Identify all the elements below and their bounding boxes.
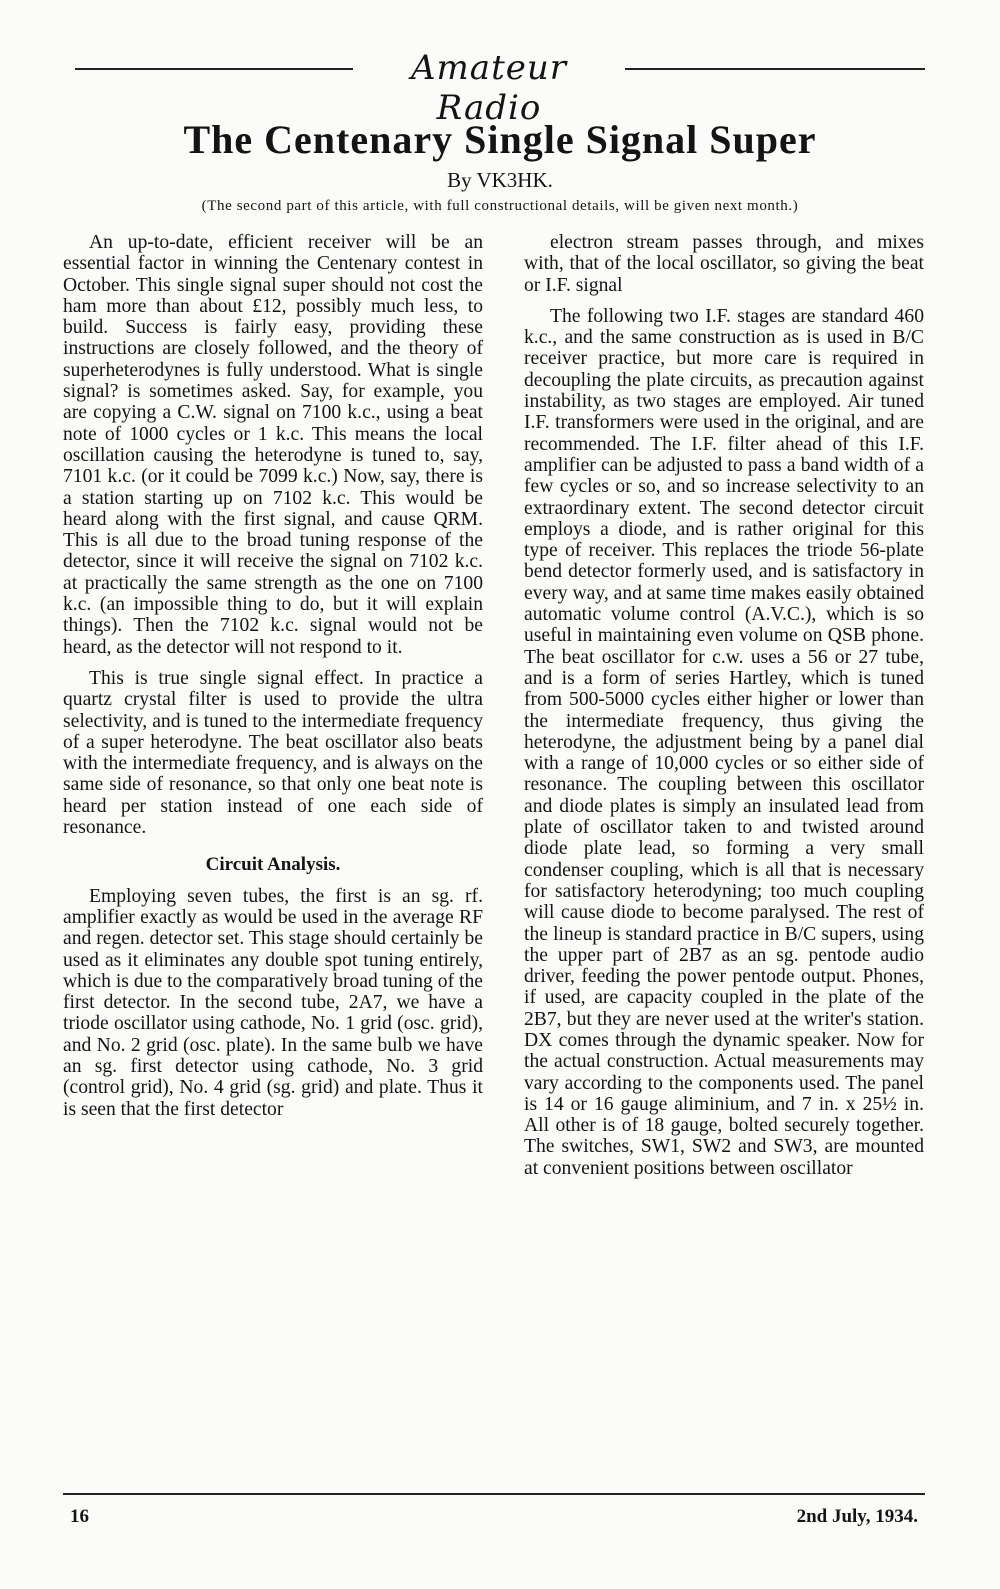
paragraph: Employing seven tubes, the first is an sg. rf. amplifier exactly as would be used in the average RF and regen. detector set. This stage should certainly be used as it eliminates any double spot tuning entirely, which is due to the comparatively broad tuning of the first detector. In the second tube, 2A7, we have a triode oscillator using cathode, No. 1 grid (osc. grid), and No. 2 grid (osc. plate). In the same bulb we have an sg. first detector using cathode, No. 3 grid (control grid), No. 4 grid (sg. grid) and plate. Thus it is seen that the first detector	[63, 885, 483, 1120]
paragraph: electron stream passes through, and mixes with, that of the local oscillator, so giving the beat or I.F. signal	[524, 232, 924, 296]
masthead-rule-left	[75, 68, 353, 70]
section-heading: Circuit Analysis.	[205, 854, 341, 876]
paragraph: An up-to-date, efficient receiver will be an essential factor in winning the Centenary contest in October. This single signal super should not cost the ham more than about £12, possibly much less, to build. Success is fairly easy, providing these instructions are closely followed, and the theory of superheterodynes is fully understood. What is single signal? is sometimes asked. Say, for example, you are copying a C.W. signal on 7100 k.c., using a beat note of 1000 cycles or 1 k.c. This means the local oscillation causing the heterodyne is tuned to, say, 7101 k.c. (or it could be 7099 k.c.) Now, say, there is a station starting up on 7102 k.c. This would be heard along with the first signal, and cause QRM. This is all due to the broad tuning response of the detector, since it will receive the signal on 7102 k.c. at practically the same strength as the one on 7100 k.c. (an impossible thing to do, but it will explain things). Then the 7102 k.c. signal would not be heard, as the detector will not respond to it.	[63, 232, 483, 658]
paragraph: The following two I.F. stages are standard 460 k.c., and the same construction as is used in B/C receiver practice, but more care is required in decoupling the plate circuits, as precaution against instability, as two stages are employed. Air tuned I.F. transformers were used in the original, and are recommended. The I.F. filter ahead of this I.F. amplifier can be adjusted to pass a band width of a few cycles or so, and so increase selectivity to an extraordinary extent. The second detector circuit employs a diode, and is rather original for this type of receiver. This replaces the triode 56-plate bend detector formerly used, and is satisfactory in every way, and at same time makes easily obtained automatic volume control (A.V.C.), which is so useful in maintaining even volume on QSB phone. The beat oscillator for c.w. uses a 56 or 27 tube, and is a form of series Hartley, which is tuned from 500-5000 cycles either higher or lower than the intermediate frequency, thus giving the heterodyne, the adjustment being by a panel dial with a range of 10,000 cycles or so either side of resonance. The coupling between this oscillator and diode plates is simply an insulated lead from plate of oscillator taken to and twisted around diode plate lead, so forming a very small condenser coupling, which is all that is necessary for satisfactory heterodyning; too much coupling will cause diode to become paralysed. The rest of the lineup is standard practice in B/C supers, using the upper part of 2B7 as an sg. pentode audio driver, feeding the power pentode output. Phones, if used, are capacity coupled in the plate of the 2B7, but they are never used at the writer's station. DX comes through the dynamic speaker. Now for the actual construction. Actual measurements may vary according to the components used. The panel is 14 or 16 gauge aliminium, and 7 in. x 25½ in. All other is of 18 gauge, bolted securely together. The switches, SW1, SW2 and SW3, are mounted at convenient positions between oscillator	[524, 305, 924, 1179]
footer-rule	[63, 1493, 925, 1495]
masthead	[75, 48, 925, 128]
article-note: (The second part of this article, with full constructional details, will be given next month.)	[201, 198, 799, 214]
left-column	[63, 232, 483, 1130]
issue-date: 2nd July, 1934.	[796, 1506, 918, 1527]
page-number: 16	[70, 1506, 89, 1527]
masthead-logo: Amateur Radio	[411, 48, 567, 128]
article-title: The Centenary Single Signal Super	[183, 117, 817, 162]
masthead-rule-right	[625, 68, 925, 70]
paragraph: This is true single signal effect. In practice a quartz crystal filter is used to provide the ultra selectivity, and is tuned to the intermediate frequency of a super heterodyne. The beat oscillator also beats with the intermediate frequency, and is always on the same side of resonance, so that only one beat note is heard per station instead of one each side of resonance.	[63, 667, 483, 839]
right-column	[524, 232, 924, 1189]
article-byline: By VK3HK.	[447, 168, 553, 192]
